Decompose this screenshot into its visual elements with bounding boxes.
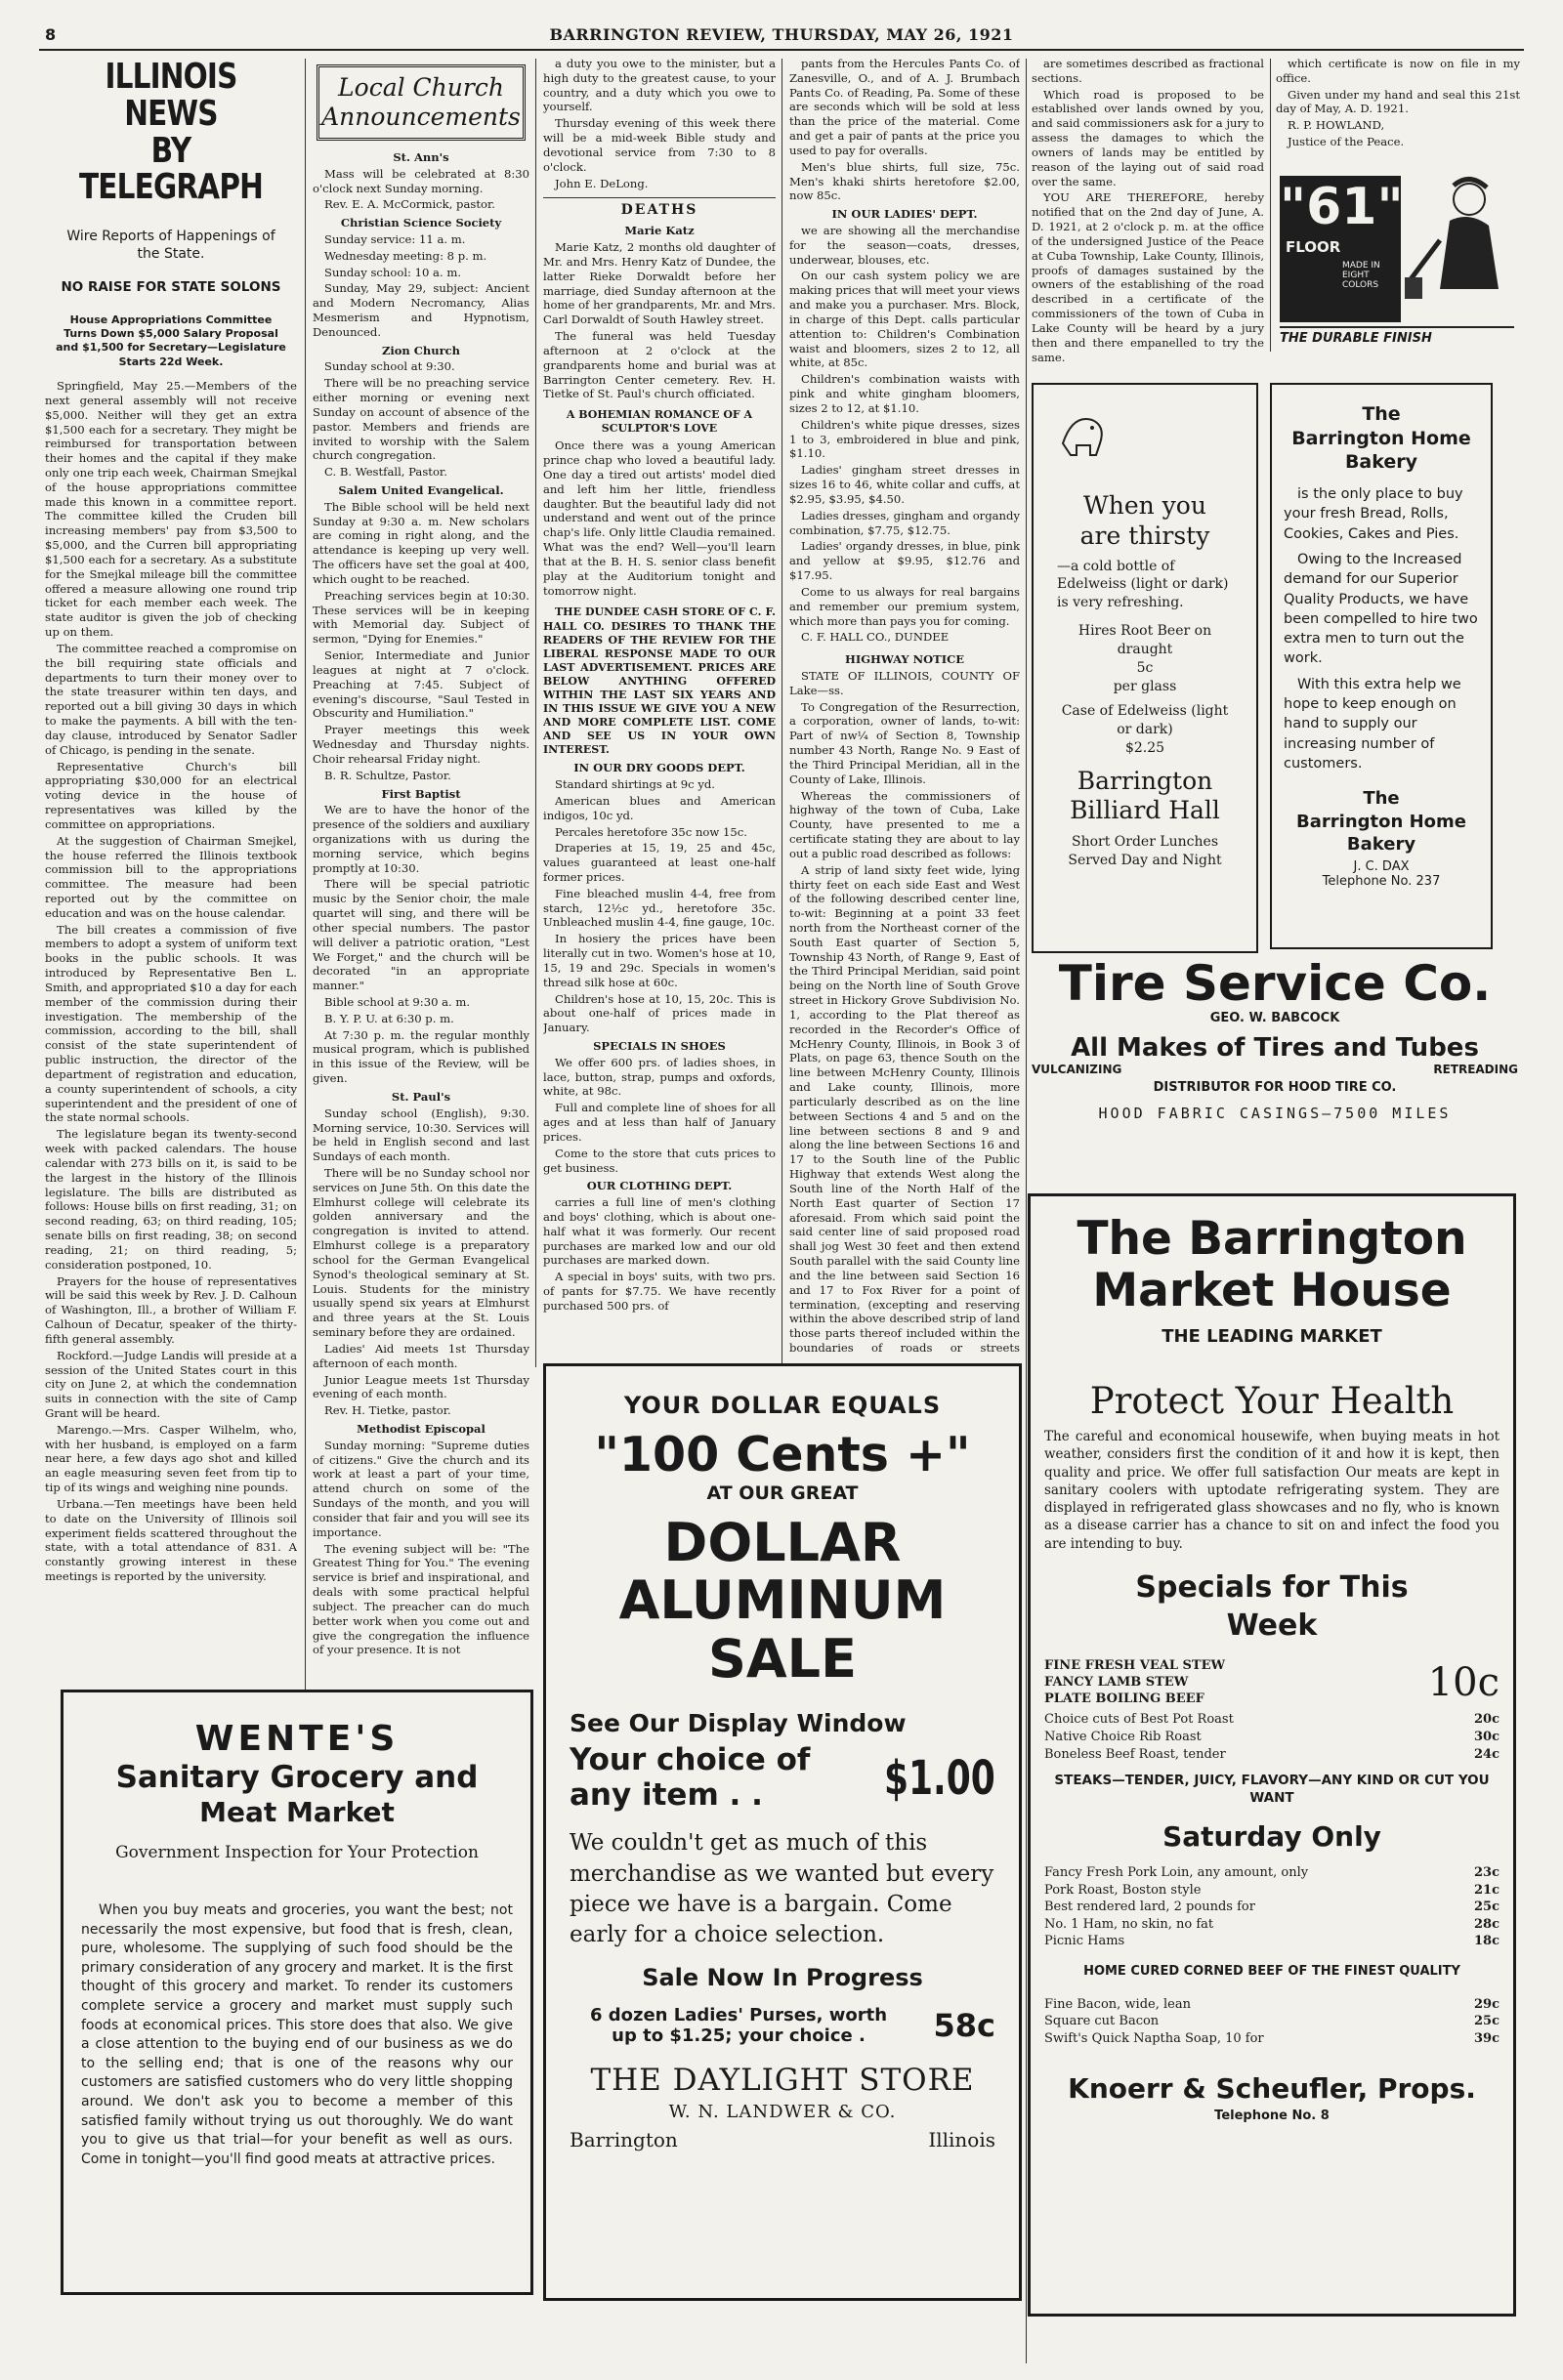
- dollar-purse-price: 58c: [933, 2007, 995, 2045]
- dollar-choice-2: any item . .: [570, 1776, 763, 1813]
- tire-vulcanizing: VULCANIZING: [1032, 1063, 1122, 1076]
- tire-retreading: RETREADING: [1433, 1063, 1518, 1076]
- clothing-list: [543, 1195, 776, 1314]
- wentes-grocery-ad: [61, 1690, 533, 2295]
- list-item: American blues and American indigos, 10c yd.: [543, 793, 776, 822]
- market-sub: THE LEADING MARKET: [1162, 1326, 1382, 1348]
- floor-ad-word: FLOOR: [1286, 238, 1341, 256]
- wente-body: When you buy meats and groceries, you want the best; not necessarily the most expensive, but food that is fresh, clean, pure, wholesome. The supplying of such food should be the primary consideration of any grocery and market. It is the first thought of this grocery and market. To render its customers complete service a grocery and market must supply such foods at economical prices. This store does that also. We give a close attention to the buying end of our business as we do to the selling end; that is one of the reasons why our customers are satisfied customers who do very little shopping around. We don't ask you to become a member of this satisfied family without trying us out thoroughly. We do want you to give us that trial—for your benefit as well as ours. Come in tonight—you'll find good meats at attractive prices.: [81, 1901, 513, 2167]
- church-paragraph: Prayer meetings this week Wednesday and Thursday nights. Choir rehearsal Friday night.: [313, 723, 529, 766]
- article-paragraph: To Congregation of the Resurrection, a corporation, owner of lands, to-wit: Part of nw¼ of Section 8, Township number 43 North, Range No. 9 East of the Third Principal Meridian, all in the County of Lake, Illinois.: [789, 699, 1020, 786]
- article-paragraph: R. P. HOWLAND,: [1288, 118, 1385, 133]
- church-section-heading: St. Paul's: [391, 1089, 451, 1104]
- church-title-line-2: Announcements: [321, 103, 521, 131]
- market-specials: [1044, 1568, 1500, 1645]
- church-paragraph: There will be no Sunday school nor services on June 5th. On this date the Elmhurst college will celebrate its golden anniversary and the congregation is invited to attend. Elmhurst college is a preparatory school for the German Evangelical Synod's theological seminary at St. Louis. Students for the ministry usually spend six years at Elmhurst and three years at the St. Louis seminary before they are ordained.: [313, 1166, 529, 1340]
- article-paragraph: The bill creates a commission of five members to adopt a system of uniform text books in the public schools. It was introduced by Representative Ben L. Smith, and appropriated $10 a day for each member of the commission during their investigation. The membership of the commission, according to the bill, shall consist of the state superintendent of public instruction, the director of the department of registration and education, a county superintendent of schools, a city superintendent and the president of one of the state normal schools.: [45, 922, 297, 1125]
- tire-services: [1028, 1063, 1522, 1076]
- market-props: Knoerr & Scheufler, Props.: [1068, 2072, 1476, 2106]
- article-paragraph: The funeral was held Tuesday afternoon at 2 o'clock at the grandparents home and burial was at Barrington Center cemetery. Rev. H. Tietke of St. Paul's church officiated.: [543, 329, 776, 401]
- bohemian-article: [543, 438, 776, 598]
- billiard-root-beer-price: 5c: [1136, 659, 1154, 676]
- church-title-line-1: Local Church: [338, 73, 504, 102]
- daylight-store-ad: [543, 1363, 1022, 2301]
- billiard-headline: [1034, 490, 1256, 552]
- dundee-caps: THE DUNDEE CASH STORE OF C. F. HALL CO. DESIRES TO THANK THE READERS OF THE REVIEW FOR THE LIBERAL RESPONSE MADE TO OUR LAST ADVERTISEMENT. PRICES ARE BELOW ANYTHING OFFERED WITHIN THE LAST SIX YEARS AND IN THIS ISSUE WE GIVE YOU A NEW AND MORE COMPLETE LIST. COME AND SEE US IN YOUR OWN INTEREST.: [543, 605, 776, 757]
- article-paragraph: Marengo.—Mrs. Casper Wilhelm, who, with her husband, is employed on a farm near here, a few days ago shot and killed an eagle measuring seven feet from tip to tip of its wings and weighing nine pounds.: [45, 1422, 297, 1495]
- church-paragraph: At 7:30 p. m. the regular monthly musical program, which is published in this issue of the Review, will be given.: [313, 1027, 529, 1086]
- market-ten-block: [1044, 1658, 1500, 1708]
- church-paragraph: We are to have the honor of the presence of the soldiers and auxiliary organizations with us during the morning service, which begins promptly at 10:30.: [313, 803, 529, 875]
- billiard-hours: Served Day and Night: [1068, 853, 1222, 869]
- price-item: Picnic Hams: [1044, 1934, 1125, 1949]
- floor-ad-tagline: THE DURABLE FINISH: [1280, 326, 1514, 346]
- dollar-choice-1: Your choice of: [570, 1742, 811, 1778]
- church-paragraph: Rev. H. Tietke, pastor.: [324, 1403, 451, 1418]
- article-paragraph: Springfield, May 25.—Members of the next general assembly will not receive $5,000. Neither will they get an extra $1,500 each for a secretary. They might be reimbursed for transportation between their homes and the capital if they make only one trip each week, Chairman Smejkal of the house appropriations committee made this known in a committee report. The committee killed the Cruden bill increasing members' pay from $3,500 to $5,000, and the Curren bill appropriating $1,500 each for a secretary. As a substitute for the Smejkal mileage bill the committee offered a measure allowing one round trip ticket for each member each week. The state auditor is given the job of checking up on them.: [45, 379, 297, 640]
- list-item: In hosiery the prices have been literally cut in two. Women's hose at 10, 15, 19 and 29c. Specials in women's thread silk hose at 60c.: [543, 932, 776, 989]
- floor-ad-panel: [1280, 176, 1404, 322]
- bakery-sign-1: The: [1363, 788, 1400, 810]
- article-paragraph: Once there was a young American prince chap who loved a beautiful lady. One day a tired out artists' model died and left him her little, friendless daughter. But the beautiful lady did not understand and went out of the prince chap's life. Only little Claudia remained. What was the end? Well—you'll learn that at the B. H. S. senior class benefit play at the Auditorium tonight and tomorrow night.: [543, 438, 776, 598]
- price-item: No. 1 Ham, no skin, no fat: [1044, 1916, 1214, 1932]
- market-more-list: [1044, 1996, 1500, 2048]
- dollar-purse-block: [570, 2005, 995, 2047]
- price-row: [1044, 1711, 1500, 1729]
- dry-goods-list: [543, 777, 776, 1035]
- article-paragraph: STATE OF ILLINOIS, COUNTY OF Lake—ss.: [789, 668, 1020, 697]
- price-row: [1044, 1996, 1500, 2014]
- market-ten-items: [1044, 1658, 1412, 1708]
- dollar-choice-block: [570, 1743, 995, 1813]
- wente-title-2: Sanitary Grocery and: [115, 1760, 479, 1796]
- list-item: Men's blue shirts, full size, 75c. Men's khaki shirts heretofore $2.00, now 85c.: [789, 159, 1020, 203]
- dollar-equals: YOUR DOLLAR EQUALS: [623, 1392, 942, 1419]
- sale-title-2: ALUMINUM: [618, 1569, 947, 1632]
- list-item: Draperies at 15, 19, 25 and 45c, values guaranteed at least one-half former prices.: [543, 841, 776, 884]
- list-item: Come to us always for real bargains and remember our premium system, which more than pays you for coming.: [789, 584, 1020, 628]
- price-value: 23c: [1473, 1865, 1500, 1881]
- billiard-headline-1: When you: [1083, 491, 1206, 520]
- article-paragraph: Which road is proposed to be established over lands owned by you, and said commissioners ask for a jury to assess the damages to which the owners of lands may be entitled by reason of the laying out of said road over the same.: [1032, 87, 1264, 188]
- column-rule: [1026, 59, 1027, 2363]
- bakery-phone: Telephone No. 237: [1322, 874, 1441, 890]
- clothing-heading: OUR CLOTHING DEPT.: [586, 1179, 733, 1193]
- bakery-ad: [1270, 383, 1493, 949]
- market-corned: HOME CURED CORNED BEEF OF THE FINEST QUALITY: [1083, 1963, 1460, 1979]
- church-paragraph: Ladies' Aid meets 1st Thursday afternoon of each month.: [313, 1341, 529, 1370]
- ladies-list: [789, 224, 1020, 645]
- sale-title-3: SALE: [708, 1627, 857, 1690]
- daylight-town-left: Barrington: [570, 2127, 678, 2151]
- masthead-title: BARRINGTON REVIEW, THURSDAY, MAY 26, 1921: [549, 25, 1014, 44]
- floor-varnish-ad: [1276, 166, 1520, 361]
- article-paragraph: A strip of land sixty feet wide, lying thirty feet on each side East and West of the following described center line, to-wit: Beginning at a point 33 feet north from the Northeast corner of the South East quarter of Section 5, Township 43 North, of Range 9, East of the Third Principal Meridian, said point being on the North line of South Grove street in Hickory Grove Subdivision No. 1, according to the Plat thereof as recorded in the Recorder's Office of McHenry County, Illinois, in Book 3 of Plats, on page 63, thence South on the line between McHenry County, Illinois and Lake county, Illinois, more particularly described as on the line between Sections 4 and 5 and on the line between sections 8 and 9 and along the line between Sections 16 and 17 to the South line of the Public Highway that extends West along the South line of the North Half of the North East quarter of Section 17 aforesaid. From which said point the said center line of said proposed road shall jog West 30 feet and then extend South parallel with the said County line and the line between said Section 16 and 17 to Fox River for a point of termination, (excepting and reserving within the above described strip of land those parts thereof included within the boundaries of roads or streets: [789, 862, 1020, 1355]
- church-paragraph: There will be no preaching service either morning or evening next Sunday on account of absence of the pastor. Members and friends are invited to worship with the Salem church congregation.: [313, 376, 529, 463]
- article-paragraph: Rockford.—Judge Landis will preside at a session of the United States court in this city on June 2, at which the condemnation suits in connection with the site of Camp Grant will be heard.: [45, 1348, 297, 1420]
- bakery-body-1: is the only place to buy your fresh Bread, Rolls, Cookies, Cakes and Pies.: [1284, 486, 1463, 542]
- church-paragraph: B. Y. P. U. at 6:30 p. m.: [324, 1011, 454, 1025]
- list-item: FINE FRESH VEAL STEW: [1044, 1657, 1226, 1673]
- church-paragraph: Sunday school: 10 a. m.: [324, 265, 462, 279]
- floor-ad-number: "61": [1280, 178, 1404, 236]
- price-value: 18c: [1473, 1934, 1500, 1949]
- price-row: [1044, 2013, 1500, 2030]
- column-rule: [305, 59, 306, 1719]
- list-item: Ladies' organdy dresses, in blue, pink and yellow at $9.95, $12.76 and $17.95.: [789, 539, 1020, 583]
- market-title-2: Market House: [1092, 1263, 1452, 1317]
- church-paragraph: Mass will be celebrated at 8:30 o'clock next Sunday morning.: [313, 166, 529, 195]
- dollar-choice-price: $1.00: [884, 1750, 995, 1806]
- market-specials-2: Week: [1226, 1608, 1318, 1643]
- column-4: [789, 57, 1020, 1356]
- shoes-list: [543, 1056, 776, 1176]
- church-section-heading: Christian Science Society: [340, 216, 502, 230]
- article-paragraph: The committee reached a compromise on the bill requiring state officials and departments to turn their money over to the state treasurer within ten days, and reported out a bill giving 30 days in which to make the payments. A bill with the ten-day clause, introduced by Senator Sadler of Chicago, is pending in the senate.: [45, 641, 297, 757]
- highway-notice: [789, 669, 1020, 1356]
- article-paragraph: Marie Katz, 2 months old daughter of Mr. and Mrs. Henry Katz of Dundee, the latter Rieke Dorwaldt before her marriage, died Sunday afternoon at the home of her grandparents, Mr. and Mrs. Carl Dorwaldt of South Hawley street.: [543, 240, 776, 327]
- justice-signature: [1276, 57, 1520, 149]
- article-paragraph: Justice of the Peace.: [1288, 135, 1405, 149]
- list-item: Children's combination waists with pink and white gingham bloomers, sizes 2 to 12, at $1.10.: [789, 372, 1020, 415]
- highway-continued: [1032, 57, 1264, 364]
- market-house-ad: [1028, 1193, 1516, 2317]
- article-paragraph: At the suggestion of Chairman Smejkel, the house referred the Illinois textbook commission bill to the appropriations committee. The measure had been reported out by the committee on education and was on the house calendar.: [45, 833, 297, 920]
- list-item: A special in boys' suits, with two prs. of pants for $7.75. We have recently purchased 500 prs. of: [543, 1270, 776, 1313]
- list-item: We offer 600 prs. of ladies shoes, in lace, button, strap, pumps and oxfords, white, at 98c.: [543, 1055, 776, 1099]
- daylight-town-right: Illinois: [928, 2127, 995, 2151]
- price-row: [1044, 1933, 1500, 1950]
- sale-title-1: DOLLAR: [663, 1512, 902, 1573]
- title-line-1: ILLINOIS NEWS: [105, 59, 237, 134]
- tire-title: Tire Service Co.: [1058, 957, 1492, 1012]
- price-value: 39c: [1473, 2030, 1500, 2046]
- floor-ad-colors: MADE IN EIGHT COLORS: [1342, 261, 1380, 290]
- church-column: [313, 59, 529, 1719]
- price-row: [1044, 2030, 1500, 2048]
- list-item: FANCY LAMB STEW: [1044, 1674, 1189, 1690]
- market-title: [1044, 1214, 1500, 1316]
- deaths-subheading: Marie Katz: [624, 224, 695, 238]
- list-item: carries a full line of men's clothing and boys' clothing, which is about one-half what it was formerly. Our recent purchases are marked low and our old purchases are marked down.: [543, 1195, 776, 1268]
- billiard-headline-2: are thirsty: [1079, 522, 1210, 551]
- price-item: Native Choice Rib Roast: [1044, 1730, 1202, 1744]
- price-item: Pork Roast, Boston style: [1044, 1882, 1202, 1898]
- church-title-box: [317, 64, 526, 141]
- wente-title-1: WENTE'S: [194, 1719, 400, 1759]
- price-item: Swift's Quick Naptha Soap, 10 for: [1044, 2030, 1264, 2046]
- ladies-heading: IN OUR LADIES' DEPT.: [831, 207, 978, 222]
- church-paragraph: B. R. Schultze, Pastor.: [324, 768, 451, 782]
- dollar-choice-text: [570, 1743, 847, 1813]
- tire-hood: HOOD FABRIC CASINGS—7500 MILES: [1098, 1105, 1452, 1122]
- price-value: 24c: [1473, 1746, 1500, 1762]
- shoes-heading: SPECIALS IN SHOES: [593, 1039, 726, 1054]
- tire-distributor: DISTRIBUTOR FOR HOOD TIRE CO.: [1153, 1080, 1397, 1095]
- clothing-continued: [789, 57, 1020, 203]
- price-row: [1044, 1729, 1500, 1746]
- illinois-subtitle: Wire Reports of Happenings of the State.: [66, 229, 275, 263]
- price-value: 29c: [1473, 1996, 1500, 2012]
- billiard-name-1: Barrington: [1077, 767, 1213, 796]
- dollar-purse-text: [570, 2005, 908, 2047]
- price-row: [1044, 1746, 1500, 1764]
- church-paragraph: The evening subject will be: "The Greatest Thing for You." The evening service is brief and inspirational, and deals with some practical helpful subject. The preacher can do much better work when you come out and give the congregation the influence of your presence. It is not: [313, 1541, 529, 1657]
- church-continued: [543, 57, 776, 190]
- masthead-rule: [39, 49, 1524, 51]
- market-body: The careful and economical housewife, when buying meats in hot weather, considers first the condition of it and how it is kept, then quality and price. We offer full satisfaction Our meats are kept in sanitary coolers with uptodate refrigerating system. They are displayed in refrigerated glass showcases and no fly, who is known as a disease carrier has a chance to sit on and infect the food you are intending to buy.: [1044, 1429, 1500, 1552]
- bakery-sign-2: Barrington Home: [1296, 811, 1466, 832]
- billiard-root-beer: Hires Root Beer on draught: [1077, 623, 1212, 658]
- dollar-body: We couldn't get as much of this merchandise as we wanted but every piece we have is a bargain. Come early for a choice selection.: [570, 1830, 994, 1947]
- deaths-heading: DEATHS: [543, 197, 776, 220]
- article-paragraph: YOU ARE THEREFORE, hereby notified that on the 2nd day of June, A. D. 1921, at 2 o'clock p. m. at the office of the undersigned Justice of the Peace at Cuba Township, Lake County, Illinois, proofs of damages sustained by the owners of the establishing of the road described in a certificate of the commissioners of the town of Cuba in Lake County will be heard by a jury then and there empanelled to try the same.: [1032, 190, 1264, 364]
- painter-illustration: [1401, 172, 1518, 328]
- billiard-footer: [1034, 833, 1256, 870]
- column-rule: [1270, 59, 1271, 352]
- dollar-100-cents: "100 Cents +": [594, 1427, 971, 1482]
- illinois-article: [45, 379, 297, 1584]
- church-paragraph: Rev. E. A. McCormick, pastor.: [324, 197, 495, 212]
- illinois-headline: NO RAISE FOR STATE SOLONS: [61, 278, 281, 295]
- price-item: Fancy Fresh Pork Loin, any amount, only: [1044, 1865, 1309, 1881]
- price-value: 20c: [1473, 1712, 1500, 1728]
- wente-title-3: Meat Market: [199, 1796, 395, 1829]
- bakery-title-1: The: [1362, 403, 1401, 425]
- column-6-notice: [1276, 57, 1520, 174]
- wente-sub: Government Inspection for Your Protection: [115, 1842, 479, 1862]
- bakery-title-3: Bakery: [1344, 451, 1418, 474]
- church-sections: [313, 150, 529, 1657]
- article-paragraph: Prayers for the house of representatives will be said this week by Rev. J. D. Calhoun of Washington, Ill., a brother of William F. Calhoun of Decatur, speaker of the thirty-fifth general assembly.: [45, 1274, 297, 1346]
- dollar-in-progress: Sale Now In Progress: [642, 1963, 923, 1991]
- market-specials-1: Specials for This: [1135, 1569, 1409, 1605]
- article-paragraph: which certificate is now on file in my office.: [1276, 57, 1520, 85]
- daylight-town: [570, 2128, 995, 2151]
- church-paragraph: The Bible school will be held next Sunday at 9:30 a. m. New scholars are coming in right along, and the attendance is keeping up very well. The officers have set the goal at 400, which ought to be reached.: [313, 499, 529, 586]
- dollar-see-window: See Our Display Window: [570, 1709, 907, 1738]
- church-paragraph: Sunday school at 9:30.: [324, 359, 455, 374]
- price-value: 30c: [1473, 1730, 1500, 1744]
- list-item: On our cash system policy we are making prices that will meet your views and make you a purchaser. Mrs. Block, in charge of this Dept. calls particular attention to: Children's Combination waist and bloomers, sizes 2 to 12, all white, at 85c.: [789, 269, 1020, 370]
- column-rule: [535, 59, 536, 1367]
- list-item: Percales heretofore 35c now 15c.: [555, 824, 747, 839]
- market-roasts: [1044, 1711, 1500, 1763]
- list-item: Children's white pique dresses, sizes 1 to 3, embroidered in blue and pink, $1.10.: [789, 417, 1020, 461]
- price-row: [1044, 1916, 1500, 1934]
- list-item: Come to the store that cuts prices to get business.: [543, 1146, 776, 1175]
- church-paragraph: Sunday service: 11 a. m.: [324, 231, 466, 246]
- bakery-sign-3: Bakery: [1346, 834, 1416, 855]
- market-phone: Telephone No. 8: [1214, 2109, 1330, 2124]
- list-item: C. F. HALL CO., DUNDEE: [801, 630, 950, 645]
- article-paragraph: Urbana.—Ten meetings have been held to date on the University of Illinois soil experiment fields scattered throughout the state, with a total attendance of 831. A constantly growing interest in these meetings is reported by the university.: [45, 1496, 297, 1584]
- bakery-body-3: With this extra help we hope to keep enough on hand to supply our increasing number of customers.: [1284, 676, 1461, 772]
- price-value: 28c: [1473, 1916, 1500, 1932]
- billiard-case: Case of Edelweiss (light or dark): [1061, 702, 1229, 737]
- price-row: [1044, 1864, 1500, 1882]
- billiard-edelweiss: —a cold bottle of Edelweiss (light or dark) is very refreshing.: [1057, 558, 1229, 611]
- billiard-name: [1034, 767, 1256, 825]
- list-item: Full and complete line of shoes for all ages and at less than half of January prices.: [543, 1101, 776, 1144]
- church-paragraph: Bible school at 9:30 a. m.: [324, 995, 471, 1009]
- article-paragraph: Whereas the commissioners of highway of the town of Cuba, Lake County, have presented to me a certificate stating they are about to lay out a public road described as follows:: [789, 788, 1020, 860]
- market-steaks: STEAKS—TENDER, JUICY, FLAVORY—ANY KIND OR CUT YOU WANT: [1054, 1773, 1490, 1806]
- price-item: Choice cuts of Best Pot Roast: [1044, 1712, 1234, 1728]
- article-paragraph: Given under my hand and seal this 21st day of May, A. D. 1921.: [1276, 87, 1520, 116]
- article-paragraph: Thursday evening of this week there will be a mid-week Bible study and devotional service from 7:30 to 8 o'clock.: [543, 116, 776, 174]
- church-paragraph: Sunday morning: "Supreme duties of citizens." Give the church and its work at least a part of your time, attend church on some of the Sundays of the month, and you will consider that fair and you will see its importance.: [313, 1438, 529, 1539]
- price-row: [1044, 1899, 1500, 1916]
- article-paragraph: The legislature began its twenty-second week with packed calendars. The house calendar with 273 bills on it, is said to be the largest in the history of the Illinois legislature. The bills are distributed as follows: House bills on first reading, 31; on second reading, 63; on third reading, 105; senate bills on first reading, 38; on second reading, 21; on third reading, 5; consideration postponed, 10.: [45, 1127, 297, 1272]
- market-saturday: Saturday Only: [1162, 1820, 1381, 1854]
- church-paragraph: There will be special patriotic music by the Senior choir, the male quartet will sing, and there will be other special numbers. The pastor will deliver a patriotic oration, "Lest We Forget," and the church will be decorated "in an appropriate manner.": [313, 877, 529, 993]
- price-item: Best rendered lard, 2 pounds for: [1044, 1900, 1255, 1915]
- list-item: PLATE BOILING BEEF: [1044, 1691, 1204, 1706]
- dollar-sale-title: [570, 1514, 995, 1688]
- billiard-body: [1034, 552, 1256, 764]
- bakery-owner: J. C. DAX: [1353, 859, 1410, 875]
- daylight-store-name: THE DAYLIGHT STORE: [590, 2062, 975, 2098]
- church-section-heading: St. Ann's: [393, 150, 449, 164]
- price-item: Square cut Bacon: [1044, 2014, 1160, 2029]
- list-item: we are showing all the merchandise for the season—coats, dresses, underwear, blouses, etc.: [789, 224, 1020, 267]
- wente-title: [81, 1718, 513, 1829]
- column-5-notice: [1032, 57, 1264, 379]
- list-item: Ladies' gingham street dresses in sizes 16 to 46, white collar and cuffs, at $2.95, $3.95, $4.50.: [789, 463, 1020, 506]
- market-ten-price: 10c: [1427, 1660, 1500, 1706]
- church-paragraph: Sunday school (English), 9:30. Morning service, 10:30. Services will be held in English second and last Sundays of each month.: [313, 1106, 529, 1164]
- bakery-title: [1284, 402, 1479, 475]
- church-section-heading: Salem United Evangelical.: [338, 483, 504, 498]
- illinois-deck: House Appropriations Committee Turns Down $5,000 Salary Proposal and $1,500 for Secretary—Legislature Starts 22d Week.: [56, 313, 286, 368]
- dollar-at-our-great: AT OUR GREAT: [706, 1482, 859, 1504]
- church-section-heading: Methodist Episcopal: [357, 1422, 486, 1437]
- church-paragraph: Sunday, May 29, subject: Ancient and Modern Necromancy, Alias Mesmerism and Hypnotism, Denounced.: [313, 281, 529, 339]
- church-section-heading: First Baptist: [381, 786, 461, 801]
- bohemian-heading: A BOHEMIAN ROMANCE OF A SCULPTOR'S LOVE: [566, 408, 753, 436]
- price-item: Boneless Beef Roast, tender: [1044, 1746, 1226, 1762]
- list-item: Fine bleached muslin 4-4, free from starch, 12½c yd., heretofore 35c. Unbleached muslin 4-4, fine gauge, 10c.: [543, 886, 776, 930]
- illinois-news-column: [45, 59, 297, 1719]
- article-paragraph: are sometimes described as fractional sections.: [1032, 57, 1264, 85]
- bakery-title-2: Barrington Home: [1291, 427, 1471, 449]
- church-paragraph: Senior, Intermediate and Junior leagues at night at 7 o'clock. Preaching at 7:45. Subject of evening's discourse, "Saul Tested in Obscurity and Humiliation.": [313, 648, 529, 721]
- tire-line: All Makes of Tires and Tubes: [1071, 1033, 1479, 1063]
- article-paragraph: John E. DeLong.: [555, 176, 649, 190]
- bakery-sign: [1284, 787, 1479, 856]
- church-paragraph: Junior League meets 1st Thursday evening of each month.: [313, 1372, 529, 1401]
- billiard-hall-ad: [1032, 383, 1258, 953]
- market-protect: Protect Your Health: [1089, 1380, 1455, 1423]
- billiard-name-2: Billiard Hall: [1070, 796, 1220, 825]
- price-value: 25c: [1473, 1900, 1500, 1915]
- list-item: Ladies dresses, gingham and organdy combination, $7.75, $12.75.: [789, 508, 1020, 537]
- church-paragraph: Wednesday meeting: 8 p. m.: [324, 248, 487, 263]
- list-item: pants from the Hercules Pants Co. of Zanesville, O., and of A. J. Brumbach Pants Co. of Reading, Pa. Some of these are seconds which will be sold at less than the price of the material. Come and get a pair of pants at the price you used to pay for overalls.: [789, 57, 1020, 157]
- billiard-per-glass: per glass: [1113, 678, 1177, 694]
- bakery-body-2: Owing to the Increased demand for our Superior Quality Products, we have been compelled to hire two extra men to turn out the work.: [1284, 551, 1478, 667]
- market-title-1: The Barrington: [1077, 1212, 1467, 1266]
- tire-service-ad: [1028, 957, 1522, 1182]
- illinois-news-title: [67, 59, 275, 206]
- billiard-case-price: $2.25: [1124, 739, 1165, 756]
- elephant-logo-icon: [1053, 404, 1112, 463]
- church-section-heading: Zion Church: [381, 343, 461, 357]
- list-item: Standard shirtings at 9c yd.: [555, 777, 715, 792]
- highway-heading: HIGHWAY NOTICE: [844, 652, 965, 667]
- article-paragraph: Representative Church's bill appropriating $30,000 for an electrical voting device in the house of representatives was killed by the committee on appropriations.: [45, 759, 297, 831]
- price-row: [1044, 1882, 1500, 1900]
- price-item: Fine Bacon, wide, lean: [1044, 1996, 1191, 2012]
- daylight-owner: W. N. LANDWER & CO.: [668, 2101, 897, 2122]
- list-item: Children's hose at 10, 15, 20c. This is about one-half of prices made in January.: [543, 991, 776, 1035]
- market-saturday-list: [1044, 1864, 1500, 1950]
- price-value: 25c: [1473, 2014, 1500, 2029]
- title-line-2: BY TELEGRAPH: [78, 130, 264, 208]
- tire-owner: GEO. W. BABCOCK: [1209, 1011, 1340, 1025]
- dry-goods-heading: IN OUR DRY GOODS DEPT.: [573, 761, 745, 775]
- dollar-purse-2: up to $1.25; your choice .: [612, 2025, 866, 2047]
- billiard-lunches: Short Order Lunches: [1071, 834, 1219, 851]
- dollar-purse-1: 6 dozen Ladies' Purses, worth: [589, 2004, 888, 2025]
- deaths-article: [543, 240, 776, 401]
- church-paragraph: C. B. Westfall, Pastor.: [324, 465, 447, 480]
- column-3: [543, 57, 776, 1356]
- church-paragraph: Preaching services begin at 10:30. These services will be in keeping with Memorial day. Subject of sermon, "Dying for Enemies.": [313, 588, 529, 647]
- price-value: 21c: [1473, 1882, 1500, 1898]
- article-paragraph: a duty you owe to the minister, but a high duty to the greatest cause, to your country, and a duty which you owe to yourself.: [543, 57, 776, 114]
- page-number: 8: [45, 25, 57, 44]
